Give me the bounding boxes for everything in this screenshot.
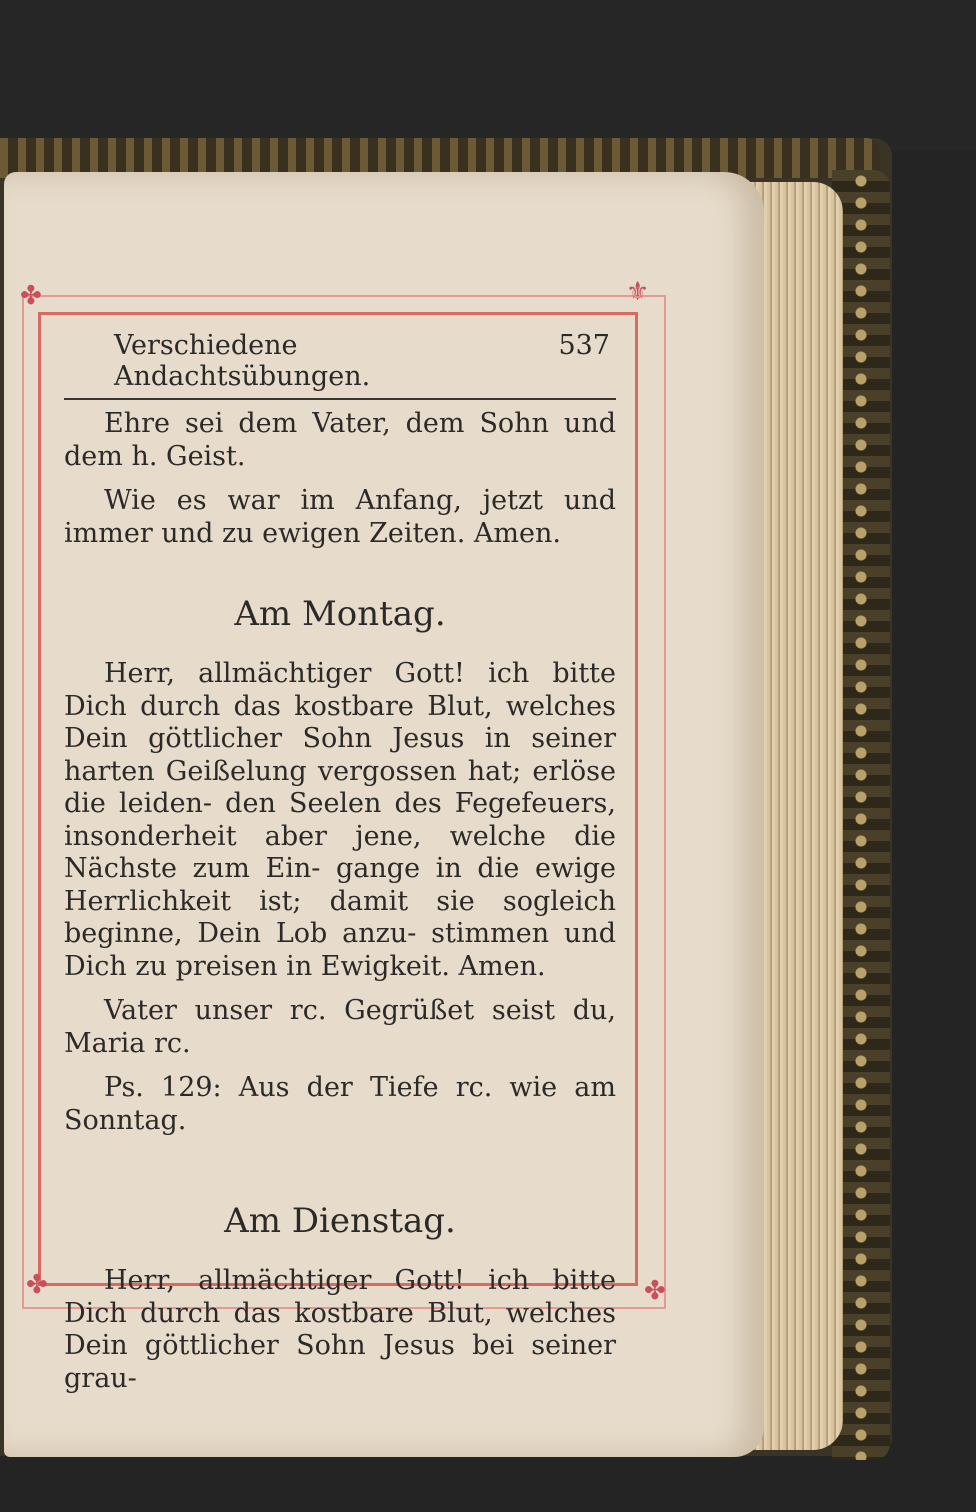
paragraph: Ehre sei dem Vater, dem Sohn und dem h. Geist.: [64, 408, 616, 472]
paragraph: Herr, allmächtiger Gott! ich bitte Dich durch das kostbare Blut, welches Dein göttlicher Sohn Jesus bei seiner grau-: [64, 1265, 616, 1394]
section-heading: Am Dienstag.: [224, 1201, 456, 1241]
corner-ornament-icon: ✤: [26, 1270, 48, 1300]
page-text: [64, 330, 616, 1395]
paragraph: Wie es war im Anfang, jetzt und immer und zu ewigen Zeiten. Amen.: [64, 485, 616, 549]
running-title: Verschiedene Andachtsübungen.: [114, 330, 371, 392]
background: [0, 0, 976, 150]
corner-ornament-icon: ✤: [20, 281, 42, 311]
paragraph: Ps. 129: Aus der Tiefe rc. wie am Sonntag.: [64, 1072, 616, 1136]
page-number: 537: [558, 330, 610, 361]
paragraph: Herr, allmächtiger Gott! ich bitte Dich durch das kostbare Blut, welches Dein göttlicher Sohn Jesus in seiner harten Geißelung vergossen hat; erlöse die leiden- den Seelen des Fegefeuers, insonderheit aber jene, welche die Nächste zum Ein- gange in die ewige Herrlichkeit ist; damit sie sogleich beginne, Dein Lob anzu- stimmen und Dich zu preisen in Ewigkeit. Amen.: [64, 658, 616, 982]
corner-ornament-icon: ✤: [644, 1276, 666, 1306]
section-heading: Am Montag.: [234, 594, 446, 634]
running-header: [64, 330, 616, 400]
paragraph: Vater unser rc. Gegrüßet seist du, Maria rc.: [64, 995, 616, 1059]
corner-ornament-icon: ⚜: [626, 277, 650, 307]
